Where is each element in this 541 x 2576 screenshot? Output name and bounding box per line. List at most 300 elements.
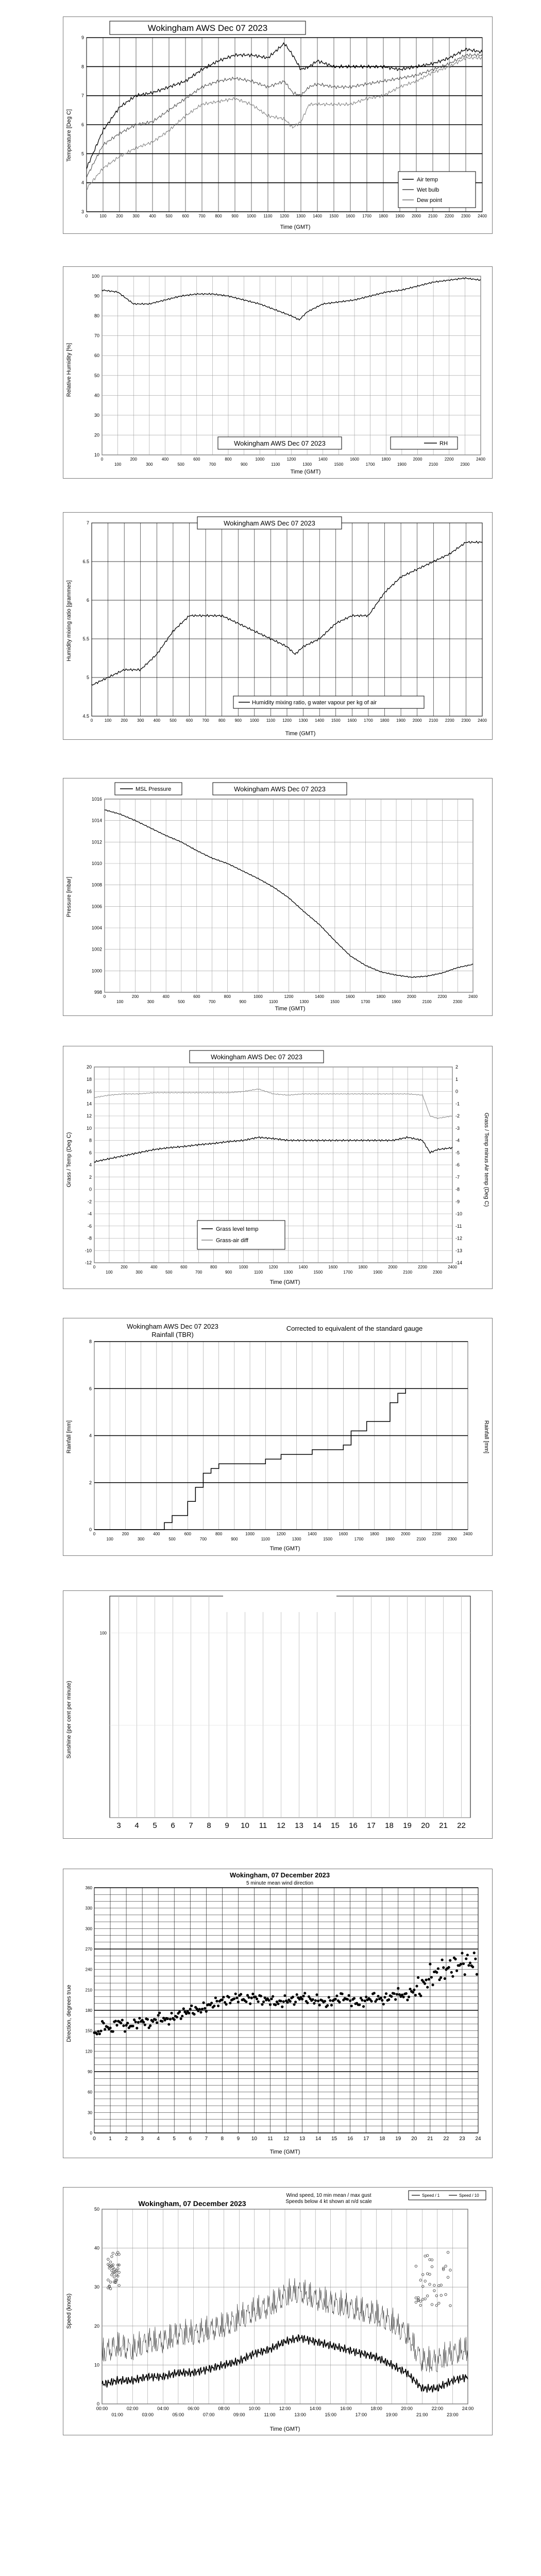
x-tick-label: 5 — [173, 2136, 176, 2142]
direction-point — [349, 1999, 351, 2002]
y-tick-label: 1014 — [91, 818, 102, 823]
y2-tick-label: -12 — [455, 1235, 463, 1241]
temperature-panel — [63, 16, 493, 234]
y2-tick-label: -13 — [455, 1248, 463, 1253]
direction-point — [229, 2002, 231, 2004]
direction-point — [213, 2005, 215, 2007]
legend-box — [197, 1221, 285, 1249]
direction-point — [247, 1996, 250, 1998]
x-tick-label: 1800 — [369, 1532, 379, 1536]
y-tick-label: 6 — [81, 122, 84, 127]
x-tick-label: 7 — [205, 2136, 208, 2142]
x-axis-label: Time (GMT) — [290, 469, 321, 475]
direction-point — [312, 1998, 314, 2001]
direction-point — [173, 2018, 176, 2021]
x-tick-label: 600 — [193, 457, 200, 462]
x-tick-label: 2100 — [403, 1270, 413, 1275]
y-axis-label: Direction, degrees true — [66, 1985, 72, 2042]
x-tick-label: 600 — [193, 994, 200, 999]
direction-point — [146, 2018, 149, 2021]
direction-point — [136, 2027, 138, 2029]
direction-point — [382, 2003, 385, 2005]
direction-point — [317, 1999, 319, 2002]
x-tick-label: 00:00 — [96, 2406, 108, 2411]
x-tick-label: 06:00 — [188, 2406, 199, 2411]
y-axis-label: Temperature [Deg C] — [66, 109, 72, 162]
x-tick-label: 1500 — [313, 1270, 323, 1275]
direction-point — [406, 1998, 409, 2001]
x-tick-label: 2300 — [447, 1537, 457, 1541]
x-tick-label: 1300 — [292, 1537, 301, 1541]
direction-point — [251, 1993, 254, 1995]
y-tick-label: 1000 — [91, 968, 102, 974]
x-tick-label: 11 — [259, 1821, 267, 1830]
y-tick-label: 100 — [99, 1631, 107, 1636]
x-tick-label: 1000 — [239, 1265, 248, 1269]
direction-point — [182, 2007, 185, 2010]
x-tick-label: 1800 — [379, 214, 388, 218]
legend-label: Air temp — [417, 177, 438, 183]
x-tick-label: 8 — [221, 2136, 224, 2142]
x-tick-label: 800 — [224, 994, 231, 999]
legend-label: Wet bulb — [417, 187, 439, 193]
direction-point — [250, 1996, 253, 1999]
direction-point — [124, 2030, 126, 2032]
y-tick-label: 50 — [94, 2207, 99, 2212]
direction-point — [115, 2024, 118, 2026]
direction-point — [204, 2007, 206, 2010]
y-tick-label: 4 — [81, 180, 84, 185]
direction-point — [338, 2001, 341, 2003]
direction-point — [346, 1998, 349, 2001]
x-tick-label: 2100 — [429, 718, 438, 723]
chart-title: Wokingham AWS Dec 07 2023 — [234, 439, 326, 447]
direction-point — [334, 1998, 337, 2001]
x-tick-label: 0 — [93, 1265, 96, 1269]
x-tick-label: 900 — [225, 1270, 232, 1275]
direction-point — [260, 1995, 262, 1997]
direction-point — [281, 2006, 283, 2008]
direction-point — [256, 1997, 258, 2000]
x-tick-label: 2000 — [413, 457, 422, 462]
x-tick-label: 23 — [459, 2136, 465, 2142]
x-tick-label: 700 — [208, 999, 216, 1004]
x-tick-label: 800 — [215, 1532, 223, 1536]
x-tick-label: 13 — [299, 2136, 306, 2142]
direction-point — [97, 2030, 99, 2032]
x-tick-label: 1500 — [329, 214, 339, 218]
x-tick-label: 1100 — [263, 214, 273, 218]
x-tick-label: 500 — [165, 214, 173, 218]
direction-point — [415, 1985, 418, 1987]
x-tick-label: 20 — [421, 1821, 430, 1830]
y2-tick-label: 2 — [455, 1064, 459, 1070]
y-tick-label: -12 — [84, 1260, 92, 1265]
temperature-chart — [63, 17, 492, 233]
direction-point — [405, 1992, 408, 1995]
direction-point — [257, 2001, 260, 2003]
direction-point — [451, 1975, 454, 1978]
x-tick-label: 19 — [395, 2136, 401, 2142]
direction-point — [437, 1967, 439, 1970]
y2-tick-label: 1 — [455, 1076, 459, 1082]
y-tick-label: 50 — [94, 372, 99, 378]
x-tick-label: 1600 — [346, 214, 355, 218]
direction-point — [104, 2028, 106, 2030]
x-tick-label: 0 — [90, 718, 93, 723]
direction-point — [444, 1977, 446, 1980]
x-tick-label: 600 — [182, 214, 189, 218]
direction-point — [462, 1962, 465, 1965]
y-tick-label: 7 — [81, 93, 84, 98]
y-tick-label: 6 — [86, 598, 89, 603]
direction-point — [161, 2020, 163, 2023]
direction-point — [199, 2011, 202, 2013]
x-tick-label: 1100 — [266, 718, 276, 723]
x-tick-label: 100 — [116, 999, 124, 1004]
x-tick-label: 2 — [125, 2136, 128, 2142]
x-tick-label: 4 — [134, 1821, 139, 1830]
direction-point — [441, 1958, 444, 1961]
y-tick-label: 90 — [94, 293, 99, 299]
x-tick-label: 6 — [171, 1821, 175, 1830]
y-tick-label: 6 — [89, 1386, 92, 1392]
y2-tick-label: -2 — [455, 1113, 460, 1118]
x-tick-label: 2100 — [429, 462, 438, 467]
direction-point — [272, 1995, 274, 1997]
direction-point — [428, 1978, 430, 1980]
direction-point — [394, 1998, 397, 2001]
direction-point — [393, 1992, 395, 1995]
y-tick-label: -10 — [84, 1248, 92, 1253]
x-tick-label: 1100 — [271, 462, 280, 467]
x-tick-label: 900 — [240, 462, 248, 467]
x-tick-label: 2200 — [445, 214, 454, 218]
wind-direction-panel — [63, 1869, 493, 2158]
pressure-panel — [63, 778, 493, 1016]
pressure-chart — [63, 778, 492, 1015]
direction-point — [341, 1992, 344, 1995]
x-tick-label: 2100 — [422, 999, 432, 1004]
y-tick-label: 5.5 — [82, 636, 89, 641]
x-tick-label: 1800 — [381, 457, 391, 462]
direction-point — [426, 1986, 429, 1989]
legend-label: Grass level temp — [216, 1226, 259, 1232]
humidity-chart — [63, 267, 492, 478]
direction-point — [228, 1996, 230, 1998]
direction-point — [347, 1994, 350, 1997]
direction-point — [396, 1993, 398, 1995]
direction-point — [419, 1994, 422, 1997]
direction-point — [447, 1966, 450, 1969]
direction-point — [217, 2005, 219, 2007]
direction-point — [424, 1982, 426, 1985]
y-tick-label: 7 — [86, 520, 89, 526]
x-tick-label: 800 — [215, 214, 222, 218]
y-tick-label: 18 — [86, 1076, 92, 1082]
y-tick-label: 10 — [94, 452, 99, 457]
x-tick-label: 20 — [411, 2136, 417, 2142]
direction-point — [166, 2018, 169, 2020]
x-tick-label: 09:00 — [233, 2412, 245, 2417]
direction-point — [270, 1997, 273, 2000]
direction-point — [98, 2032, 101, 2035]
direction-point — [473, 1952, 476, 1954]
x-tick-label: 1800 — [376, 994, 386, 999]
x-tick-label: 03:00 — [142, 2412, 154, 2417]
direction-point — [350, 2005, 353, 2007]
y-tick-label: -8 — [87, 1235, 92, 1241]
x-tick-label: 12 — [277, 1821, 285, 1830]
x-tick-label: 700 — [195, 1270, 202, 1275]
x-tick-label: 11 — [267, 2136, 273, 2142]
direction-point — [460, 1963, 462, 1965]
x-tick-label: 15:00 — [325, 2412, 337, 2417]
direction-point — [181, 2015, 183, 2018]
x-tick-label: 200 — [121, 718, 128, 723]
y-tick-label: 4 — [89, 1162, 92, 1167]
x-tick-label: 23:00 — [447, 2412, 459, 2417]
x-tick-label: 1100 — [261, 1537, 270, 1541]
x-tick-label: 8 — [207, 1821, 211, 1830]
x-tick-label: 2200 — [445, 718, 454, 723]
direction-point — [306, 2002, 309, 2004]
y2-tick-label: -7 — [455, 1174, 460, 1180]
direction-point — [280, 1999, 282, 2002]
direction-point — [417, 1976, 419, 1979]
direction-point — [390, 1995, 393, 1998]
y-tick-label: 1016 — [91, 796, 102, 802]
x-tick-label: 800 — [210, 1265, 217, 1269]
x-tick-label: 1600 — [328, 1265, 338, 1269]
x-tick-label: 0 — [93, 1532, 96, 1536]
chart-title: Wokingham AWS Dec 07 2023 — [224, 519, 315, 527]
y-tick-label: 1004 — [91, 925, 102, 930]
direction-point — [328, 1996, 330, 1998]
x-tick-label: 2300 — [453, 999, 463, 1004]
x-tick-label: 12 — [283, 2136, 290, 2142]
direction-point — [120, 2022, 122, 2024]
x-tick-label: 100 — [104, 718, 112, 723]
x-tick-label: 400 — [153, 718, 161, 723]
direction-point — [455, 1970, 458, 1972]
x-tick-label: 700 — [202, 718, 209, 723]
direction-point — [301, 1998, 303, 2001]
direction-point — [198, 2008, 201, 2010]
x-tick-label: 500 — [177, 462, 184, 467]
x-tick-label: 17:00 — [355, 2412, 367, 2417]
legend-label: Humidity mixing ratio, g water vapour per kg of air — [252, 700, 377, 706]
x-tick-label: 10:00 — [248, 2406, 261, 2411]
y-axis-label: Speed (knots) — [66, 2293, 72, 2329]
x-tick-label: 1300 — [302, 462, 312, 467]
y-axis-label: Sunshine (per cent per minute) — [66, 1681, 72, 1759]
y-tick-label: 40 — [94, 2245, 99, 2251]
direction-point — [201, 2008, 204, 2010]
y-tick-label: 180 — [85, 2008, 92, 2013]
x-tick-label: 2300 — [433, 1270, 442, 1275]
direction-point — [302, 1995, 305, 1997]
x-tick-label: 2400 — [448, 1265, 457, 1269]
x-tick-label: 13:00 — [294, 2412, 306, 2417]
direction-point — [330, 2004, 333, 2006]
x-tick-label: 900 — [234, 718, 242, 723]
direction-point — [149, 2024, 151, 2027]
legend-label: RH — [439, 440, 448, 447]
direction-point — [121, 2019, 124, 2021]
wind-speed-chart — [63, 2188, 492, 2434]
chart-subtitle: Rainfall (TBR) — [151, 1331, 194, 1338]
x-tick-label: 07:00 — [202, 2412, 215, 2417]
y-tick-label: 4.5 — [82, 714, 89, 719]
direction-point — [467, 1964, 470, 1967]
direction-point — [114, 2020, 117, 2022]
y2-tick-label: -14 — [455, 1260, 463, 1265]
direction-point — [210, 2002, 213, 2004]
direction-point — [318, 2004, 321, 2006]
y-axis-label: Humidity mixing ratio [grammes] — [66, 580, 72, 662]
y-tick-label: 60 — [88, 2090, 92, 2095]
chart-note-1: Wind speed, 10 min mean / max gust — [286, 2193, 371, 2198]
x-tick-label: 24:00 — [462, 2406, 474, 2411]
direction-point — [365, 1995, 367, 1998]
x-tick-label: 3 — [116, 1821, 121, 1830]
direction-point — [466, 1954, 469, 1956]
direction-point — [412, 1991, 414, 1993]
chart-note: Corrected to equivalent of the standard gauge — [286, 1325, 423, 1332]
y-tick-label: 210 — [85, 1988, 92, 1993]
direction-point — [158, 2011, 161, 2014]
x-tick-label: 2200 — [444, 457, 454, 462]
y-tick-label: 270 — [85, 1947, 92, 1952]
direction-point — [142, 2021, 145, 2023]
direction-point — [215, 2000, 218, 2003]
y2-tick-label: -1 — [455, 1101, 460, 1107]
x-tick-label: 14 — [313, 1821, 322, 1830]
x-tick-label: 22:00 — [431, 2406, 444, 2411]
chart-title: Wokingham, 07 December 2023 — [229, 1871, 330, 1879]
direction-point — [190, 2005, 193, 2007]
direction-point — [373, 1992, 376, 1994]
x-axis-label: Time (GMT) — [269, 1279, 300, 1285]
x-tick-label: 01:00 — [111, 2412, 123, 2417]
legend-label: Grass-air diff — [216, 1238, 248, 1244]
x-tick-label: 18 — [385, 1821, 394, 1830]
x-tick-label: 1900 — [397, 462, 407, 467]
y-tick-label: 6.5 — [82, 559, 89, 564]
x-tick-label: 2300 — [461, 214, 470, 218]
direction-point — [303, 1992, 306, 1994]
x-tick-label: 19 — [403, 1821, 412, 1830]
direction-point — [122, 2024, 125, 2027]
x-tick-label: 300 — [132, 214, 140, 218]
x-tick-label: 04:00 — [157, 2406, 169, 2411]
direction-point — [329, 1999, 331, 2002]
y-tick-label: 9 — [81, 35, 84, 40]
direction-point — [370, 2000, 373, 2003]
y-tick-label: 30 — [94, 2284, 99, 2290]
legend-label: Dew point — [417, 197, 442, 204]
direction-point — [476, 1973, 478, 1976]
y-tick-label: 20 — [86, 1064, 92, 1070]
chart-title: Wokingham, 07 December 2023 — [138, 2199, 246, 2208]
x-tick-label: 200 — [131, 994, 139, 999]
direction-point — [157, 2014, 160, 2016]
direction-point — [430, 1976, 433, 1978]
x-tick-label: 2400 — [478, 214, 487, 218]
y2-tick-label: -5 — [455, 1150, 460, 1156]
x-tick-label: 17 — [367, 1821, 376, 1830]
x-tick-label: 2100 — [416, 1537, 426, 1541]
sunshine-panel — [63, 1590, 493, 1839]
direction-point — [202, 2002, 205, 2004]
direction-point — [262, 2001, 265, 2003]
direction-point — [469, 1961, 471, 1964]
direction-point — [170, 2012, 173, 2014]
direction-point — [283, 1994, 286, 1997]
direction-point — [376, 1998, 378, 2001]
x-tick-label: 1200 — [282, 718, 292, 723]
x-tick-label: 18:00 — [370, 2406, 382, 2411]
y-tick-label: 12 — [86, 1113, 92, 1118]
x-tick-label: 400 — [162, 994, 170, 999]
x-tick-label: 1900 — [373, 1270, 383, 1275]
direction-point — [454, 1958, 457, 1960]
x-tick-label: 1600 — [347, 718, 357, 723]
y-tick-label: 90 — [88, 2070, 92, 2074]
x-tick-label: 02:00 — [126, 2406, 139, 2411]
y-axis-label: Pressure [mbar] — [66, 876, 72, 918]
direction-point — [169, 2018, 172, 2021]
x-tick-label: 1200 — [286, 457, 296, 462]
direction-point — [156, 2021, 158, 2024]
x-tick-label: 1300 — [298, 718, 308, 723]
direction-point — [167, 2023, 170, 2026]
direction-point — [235, 1996, 238, 1999]
direction-point — [397, 1987, 399, 1990]
x-tick-label: 500 — [168, 1537, 176, 1541]
x-tick-label: 9 — [236, 2136, 240, 2142]
direction-point — [358, 2004, 361, 2006]
y-tick-label: 20 — [94, 2323, 99, 2329]
y-axis-label: Grass / Temp (Deg C) — [66, 1132, 72, 1188]
y-tick-label: 10 — [86, 1125, 92, 1131]
direction-point — [402, 1996, 405, 1998]
direction-point — [109, 2027, 111, 2029]
y-tick-label: 5 — [81, 151, 84, 157]
direction-point — [450, 1971, 453, 1974]
x-tick-label: 1700 — [364, 718, 373, 723]
y2-axis-label: Rainfall [mm] — [483, 1420, 489, 1454]
x-tick-label: 2300 — [461, 718, 471, 723]
x-tick-label: 1900 — [396, 718, 405, 723]
x-tick-label: 16 — [349, 1821, 358, 1830]
x-tick-label: 700 — [199, 1537, 207, 1541]
chart-title: Wokingham AWS Dec 07 2023 — [234, 785, 326, 793]
x-tick-label: 0 — [93, 2136, 96, 2142]
x-tick-label: 2400 — [468, 994, 478, 999]
direction-point — [189, 2008, 192, 2010]
y-tick-label: 8 — [81, 64, 84, 70]
y-tick-label: 2 — [89, 1480, 92, 1485]
direction-point — [125, 2024, 127, 2027]
direction-point — [234, 1992, 237, 1995]
x-tick-label: 1800 — [358, 1265, 368, 1269]
x-tick-label: 21:00 — [416, 2412, 428, 2417]
x-tick-label: 1900 — [392, 999, 401, 1004]
sunshine-chart — [63, 1591, 492, 1838]
direction-point — [245, 2001, 247, 2003]
